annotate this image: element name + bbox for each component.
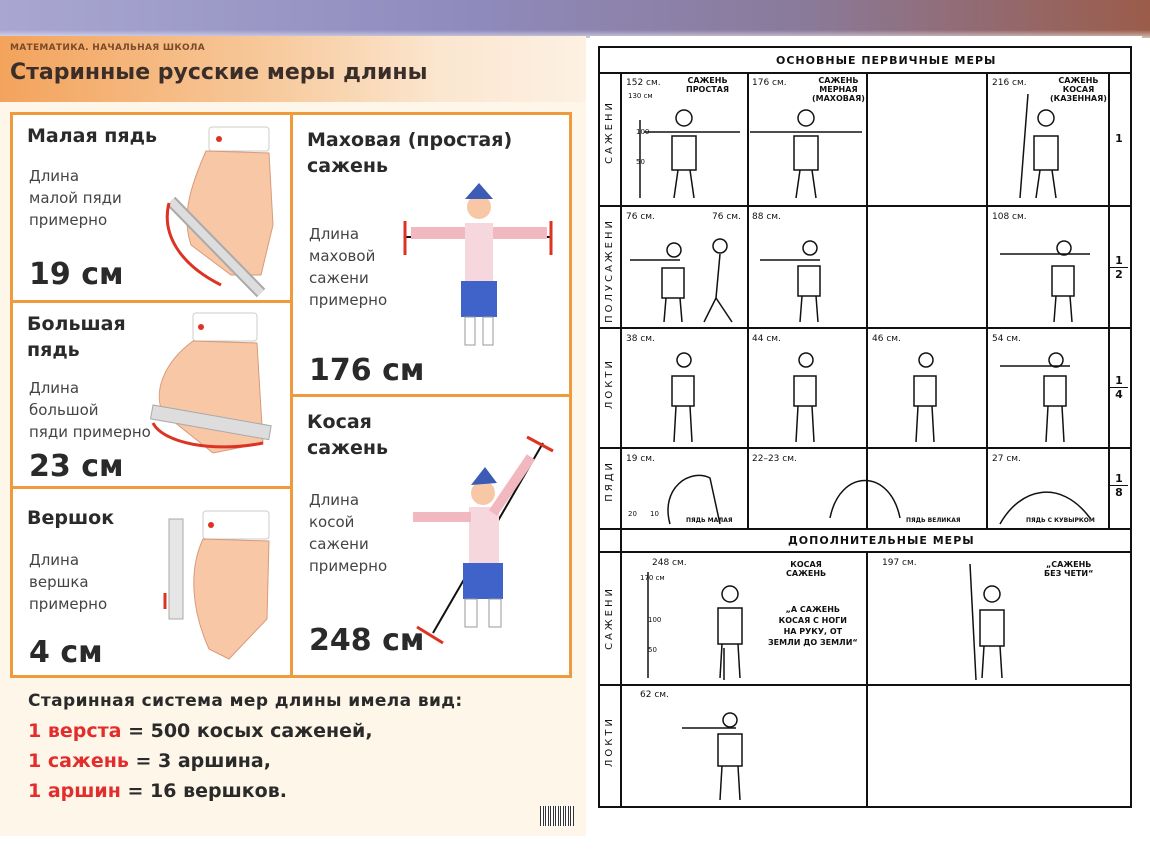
measures-grid <box>10 112 572 678</box>
measure-27: 27 см. <box>992 454 1021 464</box>
measure-152: 152 см. <box>626 78 661 88</box>
hand-ruler-illustration <box>153 313 283 463</box>
cell-desc-line: вершка <box>29 573 89 591</box>
cell-name: Косая <box>307 411 372 433</box>
caption-small-span: ПЯДЬ МАЛАЯ <box>686 517 733 524</box>
cell-desc-line: примерно <box>29 595 108 613</box>
caption-oblique-fathom-additional: КОСАЯ САЖЕНЬ <box>786 560 827 578</box>
measure-216: 216 см. <box>992 78 1027 88</box>
measure-19: 19 см. <box>626 454 655 464</box>
scale-tick: 50 <box>648 646 657 654</box>
cell-name: сажень <box>307 437 389 459</box>
formula-lhs: 1 сажень <box>28 750 129 772</box>
measure-62: 62 см. <box>640 690 669 700</box>
cell-desc-line: примерно <box>309 291 388 309</box>
man-arms-spread-illustration <box>401 181 561 351</box>
fraction-denominator: 4 <box>1110 387 1128 401</box>
primary-measures-title: ОСНОВНЫЕ ПЕРВИЧНЫЕ МЕРЫ <box>776 54 997 67</box>
measure-76: 76 см. <box>626 212 655 222</box>
finger-ruler-illustration <box>169 509 279 659</box>
measure-46: 46 см. <box>872 334 901 344</box>
quote-oblique-fathom: „А САЖЕНЬ КОСАЯ С НОГИ НА РУКУ, ОТ ЗЕМЛИ ДО ЗЕМЛИ“ <box>768 605 858 647</box>
barcode <box>540 806 574 826</box>
man-arm-raised-illustration <box>403 437 553 647</box>
cell-desc-line: Длина <box>29 379 80 397</box>
fraction-numerator: 1 <box>1115 254 1123 267</box>
caption-oblique-fathom: САЖЕНЬ КОСАЯ (КАЗЕННАЯ) <box>1050 76 1107 103</box>
measure-88: 88 см. <box>752 212 781 222</box>
fraction-numerator: 1 <box>1115 132 1123 145</box>
cell-small-span <box>13 115 293 303</box>
measure-54: 54 см. <box>992 334 1021 344</box>
measure-44: 44 см. <box>752 334 781 344</box>
scale-tick: 100 <box>648 616 662 624</box>
figure-illustrations <box>600 48 1130 808</box>
measure-248: 248 см. <box>652 558 687 568</box>
row-label-sazheni: САЖЕНИ <box>604 100 615 164</box>
formula-intro: Старинная система мер длины имела вид: <box>28 691 463 711</box>
formula-line-versta <box>28 716 578 746</box>
measure-system-formula <box>28 686 578 806</box>
cell-name: Вершок <box>27 507 115 529</box>
formula-rhs: = 16 вершков. <box>120 780 287 802</box>
cell-desc-line: примерно <box>309 557 388 575</box>
caption-fathom-without-quarter: „САЖЕНЬ БЕЗ ЧЕТИ“ <box>1044 560 1094 578</box>
measures-chart-sheet <box>590 36 1142 836</box>
cell-value: 176 см <box>309 353 425 388</box>
fraction-numerator: 1 <box>1115 472 1123 485</box>
cell-value: 23 см <box>29 449 124 484</box>
row-label-sazheni-additional: САЖЕНИ <box>604 586 615 650</box>
formula-lhs: 1 аршин <box>28 780 121 802</box>
fraction-numerator: 1 <box>1115 374 1123 387</box>
scale-tick: 10 <box>650 510 659 518</box>
cell-large-span <box>13 303 293 489</box>
cell-value: 19 см <box>29 257 124 292</box>
row-label-pyadi: ПЯДИ <box>604 460 615 502</box>
hand-ruler-illustration <box>161 125 281 295</box>
scale-tick: 50 <box>636 158 645 166</box>
formula-rhs: = 3 аршина, <box>128 750 271 772</box>
poster-old-russian-length-measures <box>0 36 586 836</box>
cell-name: Малая пядь <box>27 125 157 147</box>
measure-176: 176 см. <box>752 78 787 88</box>
cell-desc-line: Длина <box>309 491 360 509</box>
cell-desc-line: Длина <box>29 167 80 185</box>
scale-tick: 170 см <box>640 574 665 582</box>
poster-title: Старинные русские меры длины <box>10 60 428 85</box>
cell-name: Маховая (простая) <box>307 129 513 151</box>
formula-lhs: 1 верста <box>28 720 122 742</box>
formula-line-arshin <box>28 776 578 806</box>
cell-name: Большая <box>27 313 126 335</box>
measure-22-23: 22–23 см. <box>752 454 797 464</box>
scale-tick: 130 см <box>628 92 653 100</box>
cell-desc-line: сажени <box>309 535 369 553</box>
cell-desc-line: Длина <box>309 225 360 243</box>
caption-tumble-span: ПЯДЬ С КУВЫРКОМ <box>1026 517 1095 524</box>
fraction-denominator: 8 <box>1110 485 1128 499</box>
cell-desc-line: малой пяди <box>29 189 122 207</box>
cell-desc-line: Длина <box>29 551 80 569</box>
measure-38: 38 см. <box>626 334 655 344</box>
cell-desc-line: маховой <box>309 247 376 265</box>
cell-flywheel-fathom <box>293 115 569 397</box>
row-label-polusazheni: ПОЛУСАЖЕНИ <box>604 218 615 323</box>
cell-desc-line: большой <box>29 401 99 419</box>
formula-line-sazhen <box>28 746 578 776</box>
cell-oblique-fathom <box>293 397 569 675</box>
caption-great-span: ПЯДЬ ВЕЛИКАЯ <box>906 517 961 524</box>
poster-subject: МАТЕМАТИКА. НАЧАЛЬНАЯ ШКОЛА <box>10 43 205 53</box>
scale-tick: 20 <box>628 510 637 518</box>
caption-simple-fathom: САЖЕНЬ ПРОСТАЯ <box>686 76 730 94</box>
slide-top-band <box>0 0 1150 38</box>
cell-desc-line: сажени <box>309 269 369 287</box>
row-label-lokti-additional: ЛОКТИ <box>604 716 615 768</box>
scale-tick: 100 <box>636 128 650 136</box>
cell-name: сажень <box>307 155 389 177</box>
caption-measured-fathom: САЖЕНЬ МЕРНАЯ (МАХОВАЯ) <box>812 76 865 103</box>
cell-value: 248 см <box>309 623 425 658</box>
cell-name: пядь <box>27 339 80 361</box>
cell-desc-line: пяди примерно <box>29 423 151 441</box>
formula-rhs: = 500 косых саженей, <box>121 720 373 742</box>
row-label-lokti: ЛОКТИ <box>604 358 615 410</box>
additional-measures-title: ДОПОЛНИТЕЛЬНЫЕ МЕРЫ <box>788 534 975 547</box>
measure-76b: 76 см. <box>712 212 741 222</box>
cell-desc-line: косой <box>309 513 355 531</box>
cell-value: 4 см <box>29 635 103 670</box>
measure-197: 197 см. <box>882 558 917 568</box>
cell-vershok <box>13 489 293 675</box>
measures-table <box>598 46 1132 808</box>
cell-desc-line: примерно <box>29 211 108 229</box>
fraction-denominator: 2 <box>1110 267 1128 281</box>
poster-header <box>0 36 586 102</box>
measure-108: 108 см. <box>992 212 1027 222</box>
